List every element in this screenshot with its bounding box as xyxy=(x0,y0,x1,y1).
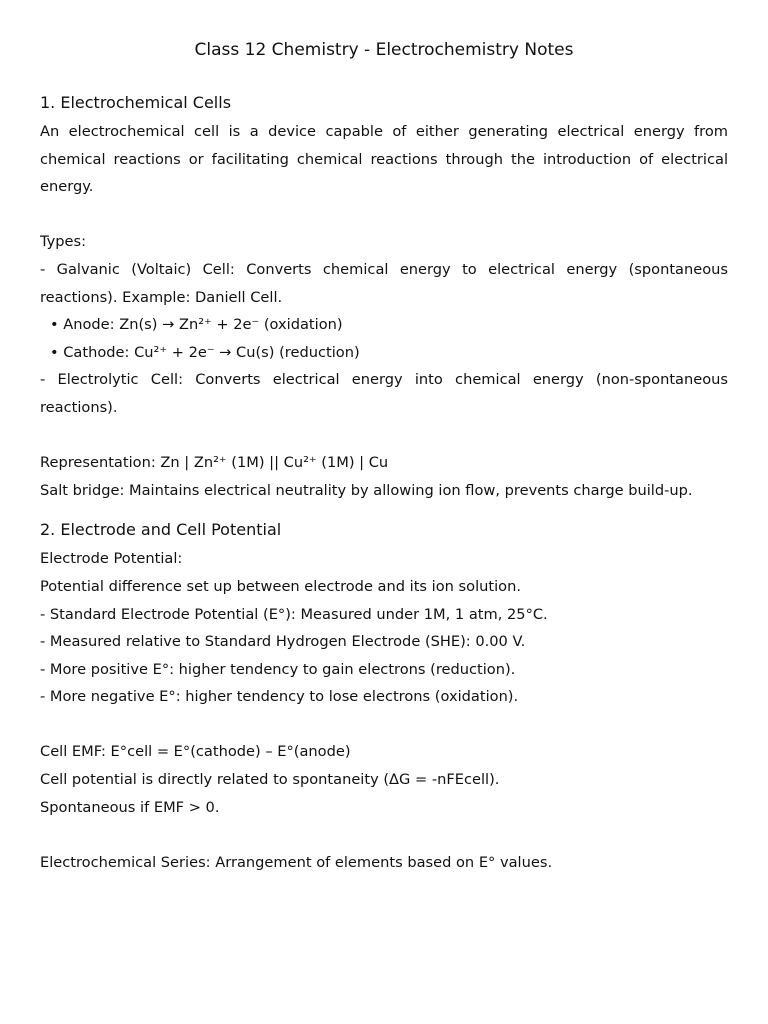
spacer xyxy=(40,422,728,450)
positive-potential-text: - More positive E°: higher tendency to gain electrons (reduction). xyxy=(40,660,516,678)
document-title: Class 12 Chemistry - Electrochemistry Notes xyxy=(194,40,574,60)
electrochemical-series-text: Electrochemical Series: Arrangement of elements based on E° values. xyxy=(40,853,553,871)
spontaneity-text: Cell potential is directly related to spontaneity (ΔG = -nFEcell). xyxy=(40,771,500,789)
cathode-bullet: • Cathode: Cu²⁺ + 2e⁻ → Cu(s) (reduction) xyxy=(50,343,360,361)
section-heading-electrochemical-cells: 1. Electrochemical Cells xyxy=(40,93,232,112)
spacer xyxy=(40,821,728,849)
section-heading-electrode-potential: 2. Electrode and Cell Potential xyxy=(40,520,282,540)
electrode-potential-definition: Potential difference set up between electrode and its ion solution. xyxy=(40,577,521,595)
she-text: - Measured relative to Standard Hydrogen Electrode (SHE): 0.00 V. xyxy=(40,633,526,651)
spontaneous-condition: Spontaneous if EMF > 0. xyxy=(40,798,220,816)
cell-representation: Representation: Zn | Zn²⁺ (1M) || Cu²⁺ (1M) | Cu xyxy=(40,454,389,472)
standard-potential-text: - Standard Electrode Potential (E°): Measured under 1M, 1 atm, 25°C. xyxy=(40,605,548,623)
spacer xyxy=(40,711,728,739)
electrode-potential-label: Electrode Potential: xyxy=(40,550,183,568)
negative-potential-text: - More negative E°: higher tendency to lose electrons (oxidation). xyxy=(40,688,519,706)
electrolytic-cell-text: - Electrolytic Cell: Converts electrical energy into chemical energy (non-spontaneous reactions). xyxy=(40,371,728,416)
anode-bullet: • Anode: Zn(s) → Zn²⁺ + 2e⁻ (oxidation) xyxy=(50,316,343,334)
cell-emf-formula: Cell EMF: E°cell = E°(cathode) – E°(anode) xyxy=(40,743,351,761)
galvanic-cell-text: - Galvanic (Voltaic) Cell: Converts chemical energy to electrical energy (spontaneous reactions). Example: Daniell Cell. xyxy=(40,260,728,306)
types-label: Types: xyxy=(40,233,87,251)
paragraph-intro: An electrochemical cell is a device capable of either generating electrical energy from chemical reactions or facilitating chemical reactions through the introduction of electrical energy. xyxy=(40,123,728,196)
spacer xyxy=(40,201,728,229)
salt-bridge-text: Salt bridge: Maintains electrical neutrality by allowing ion flow, prevents charge build-up. xyxy=(40,481,693,499)
